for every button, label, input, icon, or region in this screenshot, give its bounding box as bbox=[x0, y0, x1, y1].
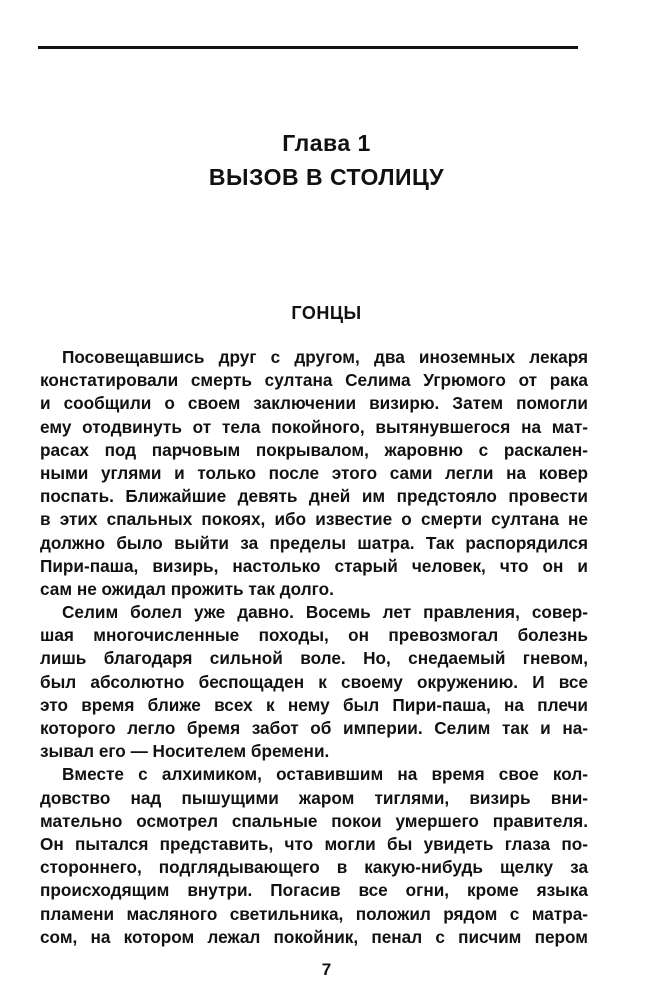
text-line: довство над пышущими жаром тиглями, визирь вни- bbox=[40, 787, 588, 808]
text-line: поспать. Ближайшие девять дней им предстояло провести bbox=[40, 486, 588, 507]
text-line: должно было выйти за пределы шатра. Так распорядился bbox=[40, 532, 588, 553]
text-line: и сообщили о своем заключении визирю. Затем помогли bbox=[40, 393, 588, 414]
top-rule bbox=[38, 46, 578, 49]
text-line: ему отодвинуть от тела покойного, вытянувшегося на мат- bbox=[40, 416, 588, 437]
text-line: был абсолютно беспощаден к своему окружению. И все bbox=[40, 671, 588, 692]
text-line: происходящим внутри. Погасив все огни, кроме языка bbox=[40, 880, 588, 901]
text-line: Вместе с алхимиком, оставившим на время свое кол- bbox=[62, 764, 588, 785]
text-line: расах под парчовым покрывалом, жаровню с раскален- bbox=[40, 439, 588, 460]
body-text bbox=[40, 346, 588, 949]
text-line: зывал его — Носителем бремени. bbox=[40, 741, 330, 762]
text-line: мательно осмотрел спальные покои умершего правителя. bbox=[40, 810, 588, 831]
section-title: ГОНЦЫ bbox=[291, 303, 362, 323]
page-number: 7 bbox=[321, 960, 332, 979]
text-line: Он пытался представить, что могли бы увидеть глаза по- bbox=[40, 833, 588, 854]
text-line: ными углями и только после этого сами легли на ковер bbox=[40, 462, 588, 483]
chapter-label: Глава 1 bbox=[282, 130, 371, 156]
text-line: это время ближе всех к нему был Пири-паша, на плечи bbox=[40, 694, 588, 715]
text-line: сом, на котором лежал покойник, пенал с писчим пером bbox=[40, 926, 588, 947]
text-line: констатировали смерть султана Селима Угрюмого от рака bbox=[40, 370, 588, 391]
text-line: Пири-паша, визирь, настолько старый человек, что он и bbox=[40, 555, 588, 576]
text-line: стороннего, подглядывающего в какую-нибудь щелку за bbox=[40, 857, 588, 878]
text-line: Посовещавшись друг с другом, два иноземных лекаря bbox=[62, 347, 588, 367]
text-line: сам не ожидал прожить так долго. bbox=[40, 578, 334, 599]
text-line: в этих спальных покоях, ибо известие о смерти султана не bbox=[40, 509, 588, 530]
text-line: шая многочисленные походы, он превозмогал болезнь bbox=[40, 625, 588, 646]
text-line: пламени масляного светильника, положил рядом с матра- bbox=[40, 903, 588, 924]
text-line: Селим болел уже давно. Восемь лет правления, совер- bbox=[62, 602, 588, 623]
text-line: лишь благодаря сильной воле. Но, снедаемый гневом, bbox=[40, 648, 588, 669]
text-line: которого легло бремя забот об империи. Селим так и на- bbox=[40, 718, 588, 738]
chapter-title: ВЫЗОВ В СТОЛИЦУ bbox=[208, 164, 445, 190]
